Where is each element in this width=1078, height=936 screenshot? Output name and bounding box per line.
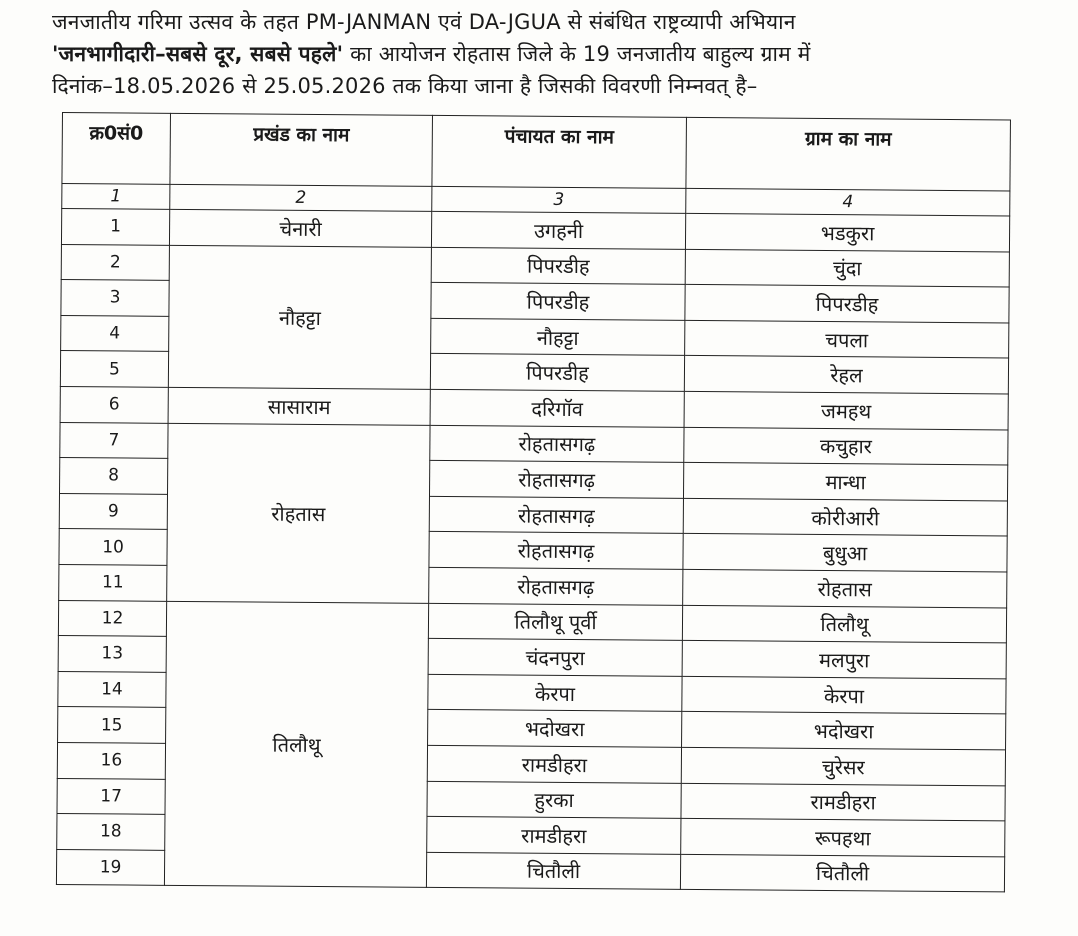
village-name-cell: चितौली bbox=[680, 854, 1004, 892]
panchayat-name-cell: हुरका bbox=[427, 781, 681, 819]
block-name-cell: सासाराम bbox=[168, 387, 430, 425]
village-name-cell: चपला bbox=[685, 320, 1009, 358]
panchayat-name-cell: रोहतासगढ़ bbox=[429, 567, 683, 605]
village-name-cell: पिपरडीह bbox=[685, 285, 1009, 323]
column-number: 2 bbox=[170, 184, 432, 211]
serial-number-cell: 5 bbox=[60, 351, 168, 387]
serial-number-cell: 7 bbox=[60, 422, 168, 458]
panchayat-name-cell: रामडीहरा bbox=[427, 745, 681, 783]
column-number: 1 bbox=[62, 184, 170, 210]
panchayat-name-cell: उगहनी bbox=[431, 211, 685, 249]
panchayat-name-cell: चंदनपुरा bbox=[428, 639, 682, 677]
village-table-container bbox=[56, 112, 1010, 893]
serial-number-cell: 19 bbox=[56, 849, 164, 885]
header-serial-no: क्र0सं0 bbox=[62, 113, 171, 185]
village-name-cell: चुंदा bbox=[685, 249, 1009, 287]
panchayat-name-cell: रोहतासगढ़ bbox=[429, 496, 683, 534]
village-name-cell: कोरीआरी bbox=[683, 498, 1007, 536]
intro-paragraph bbox=[52, 6, 1027, 102]
panchayat-name-cell: रोहतासगढ़ bbox=[429, 532, 683, 570]
panchayat-name-cell: रोहतासगढ़ bbox=[429, 461, 683, 499]
table-header-row bbox=[62, 113, 1011, 191]
block-name-cell: चेनारी bbox=[169, 209, 431, 247]
serial-number-cell: 6 bbox=[60, 386, 168, 422]
block-name-cell: नौहट्टा bbox=[168, 245, 431, 389]
panchayat-name-cell: पिपरडीह bbox=[431, 283, 685, 321]
campaign-name: 'जनभागीदारी–सबसे दूर, सबसे पहले' bbox=[52, 42, 344, 66]
table-row bbox=[61, 244, 1009, 287]
serial-number-cell: 1 bbox=[61, 209, 169, 245]
header-block-name: प्रखंड का नाम bbox=[170, 113, 433, 186]
serial-number-cell: 10 bbox=[59, 529, 167, 565]
village-name-cell: केरपा bbox=[682, 676, 1006, 714]
village-name-cell: रोहतास bbox=[683, 569, 1007, 607]
serial-number-cell: 15 bbox=[58, 707, 166, 743]
serial-number-cell: 13 bbox=[58, 636, 166, 672]
village-name-cell: भदोखरा bbox=[682, 712, 1006, 750]
intro-line-3: दिनांक–18.05.2026 से 25.05.2026 तक किया जाना है जिसकी विवरणी निम्नवत् है– bbox=[52, 74, 758, 98]
serial-number-cell: 2 bbox=[61, 244, 169, 280]
panchayat-name-cell: भदोखरा bbox=[428, 710, 682, 748]
panchayat-name-cell: चितौली bbox=[426, 852, 680, 890]
column-number: 4 bbox=[686, 188, 1010, 216]
village-name-cell: भडकुरा bbox=[685, 213, 1009, 251]
panchayat-name-cell: दरिगॉव bbox=[430, 389, 684, 427]
serial-number-cell: 17 bbox=[57, 778, 165, 814]
column-number: 3 bbox=[432, 186, 686, 213]
village-name-cell: जमहथ bbox=[684, 391, 1008, 429]
table-row bbox=[58, 600, 1006, 643]
panchayat-name-cell: रामडीहरा bbox=[427, 816, 681, 854]
village-name-cell: कचुहार bbox=[684, 427, 1008, 465]
serial-number-cell: 3 bbox=[61, 280, 169, 316]
village-table bbox=[56, 112, 1011, 893]
village-name-cell: चुरेसर bbox=[681, 747, 1005, 785]
serial-number-cell: 9 bbox=[59, 493, 167, 529]
header-village-name: ग्राम का नाम bbox=[686, 117, 1011, 191]
village-name-cell: रूपहथा bbox=[681, 818, 1005, 856]
village-name-cell: मलपुरा bbox=[682, 641, 1006, 679]
serial-number-cell: 16 bbox=[57, 742, 165, 778]
serial-number-cell: 12 bbox=[58, 600, 166, 636]
village-name-cell: रेहल bbox=[684, 356, 1008, 394]
block-name-cell: तिलौथू bbox=[164, 601, 428, 888]
panchayat-name-cell: पिपरडीह bbox=[431, 247, 685, 285]
panchayat-name-cell: रोहतासगढ़ bbox=[430, 425, 684, 463]
village-name-cell: तिलौथू bbox=[682, 605, 1006, 643]
serial-number-cell: 11 bbox=[59, 564, 167, 600]
village-name-cell: मान्धा bbox=[683, 463, 1007, 501]
header-panchayat-name: पंचायत का नाम bbox=[432, 115, 687, 188]
intro-line-2 bbox=[52, 38, 1027, 70]
serial-number-cell: 8 bbox=[60, 458, 168, 494]
panchayat-name-cell: पिपरडीह bbox=[430, 354, 684, 392]
panchayat-name-cell: तिलौथू पूर्वी bbox=[428, 603, 682, 641]
village-name-cell: बुधुआ bbox=[683, 534, 1007, 572]
block-name-cell: रोहतास bbox=[167, 423, 430, 603]
table-row bbox=[60, 422, 1008, 465]
serial-number-cell: 18 bbox=[57, 814, 165, 850]
intro-line-1: जनजातीय गरिमा उत्सव के तहत PM-JANMAN एवं DA-JGUA से संबंधित राष्ट्रव्यापी अभियान bbox=[52, 10, 796, 34]
serial-number-cell: 4 bbox=[61, 315, 169, 351]
village-name-cell: रामडीहरा bbox=[681, 783, 1005, 821]
panchayat-name-cell: केरपा bbox=[428, 674, 682, 712]
panchayat-name-cell: नौहट्टा bbox=[431, 318, 685, 356]
intro-line-2-rest: का आयोजन रोहतास जिले के 19 जनजातीय बाहुल्य ग्राम में bbox=[343, 42, 811, 66]
serial-number-cell: 14 bbox=[58, 671, 166, 707]
table-body bbox=[56, 209, 1009, 893]
